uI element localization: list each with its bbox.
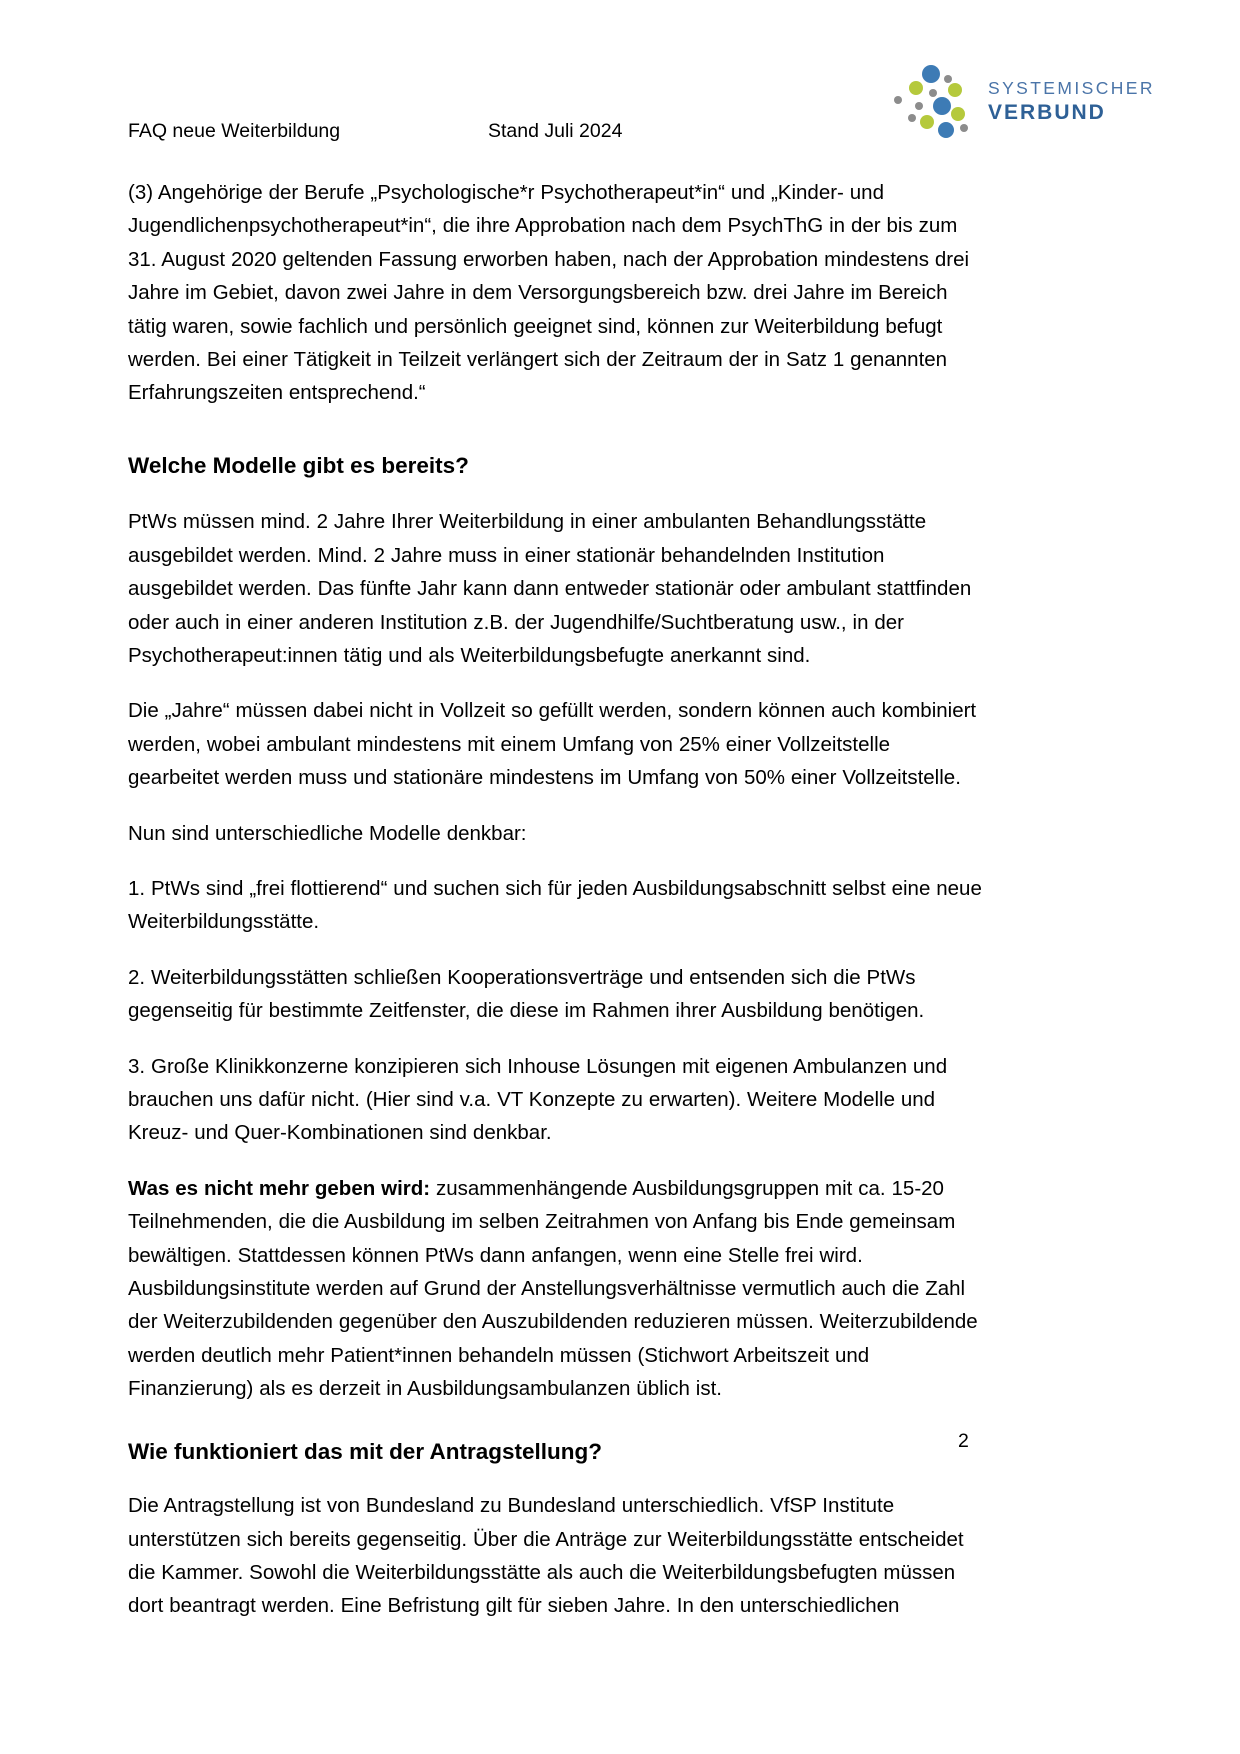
paragraph-model-3: 3. Große Klinikkonzerne konzipieren sich Inhouse Lösungen mit eigenen Ambulanzen und brauchen uns dafür nicht. (Hier sind v.a. VT Konzepte zu erwarten). Weitere Modelle und Kreuz- und Quer-Kombinationen sind denkbar.	[128, 1054, 948, 1145]
paragraph-what-ends-lead: Was es nicht mehr geben wird:	[128, 1176, 431, 1200]
header-date: Stand Juli 2024	[488, 120, 623, 142]
section-heading-models: Welche Modelle gibt es bereits?	[128, 452, 469, 478]
paragraph-model-2: 2. Weiterbildungsstätten schließen Kooperationsverträge und entsenden sich die PtWs gegenseitig für bestimmte Zeitfenster, die diese im Rahmen ihrer Ausbildung benötigen.	[128, 965, 925, 1023]
paragraph-models-intro: Nun sind unterschiedliche Modelle denkbar:	[128, 821, 527, 845]
paragraph-application-process: Die Antragstellung ist von Bundesland zu Bundesland unterschiedlich. VfSP Institute unterstützen sich bereits gegenseitig. Über die Anträge zur Weiterbildungsstätte entscheidet die Kammer. Sowohl die Weiterbildungsstätte als auch die Weiterbildungsbefugten müssen dort beantragt werden. Eine Befristung gilt für sieben Jahre. In den unterschiedlichen	[128, 1494, 964, 1618]
document-body	[128, 176, 986, 1645]
paragraph-training-locations: PtWs müssen mind. 2 Jahre Ihrer Weiterbildung in einer ambulanten Behandlungsstätte ausgebildet werden. Mind. 2 Jahre muss in einer stationär behandelnden Institution ausgebildet werden. Das fünfte Jahr kann dann entweder stationär oder ambulant stattfinden oder auch in einer anderen Institution z.B. der Jugendhilfe/Suchtberatung usw., in der Psychotherapeut:innen tätig und als Weiterbildungsbefugte anerkannt sind.	[128, 510, 972, 667]
paragraph-what-ends	[128, 1172, 986, 1406]
running-header	[128, 118, 988, 144]
paragraph-model-1: 1. PtWs sind „frei flottierend“ und suchen sich für jeden Ausbildungsabschnitt selbst eine neue Weiterbildungsstätte.	[128, 877, 982, 934]
logo-line-verbund: VERBUND	[988, 100, 1106, 124]
section-heading-application: Wie funktioniert das mit der Antragstellung?	[128, 1438, 602, 1464]
logo-wordmark	[988, 80, 1155, 123]
logo-line-systemischer: SYSTEMISCHER	[988, 78, 1155, 98]
paragraph-part-time-rules: Die „Jahre“ müssen dabei nicht in Vollzeit so gefüllt werden, sondern können auch kombiniert werden, wobei ambulant mindestens mit einem Umfang von 25% einer Vollzeitstelle gearbeitet werden muss und stationäre mindestens im Umfang von 50% einer Vollzeitstelle.	[128, 699, 977, 790]
paragraph-what-ends-rest: zusammenhängende Ausbildungsgruppen mit ca. 15-20 Teilnehmenden, die die Ausbildung im selben Zeitrahmen von Anfang bis Ende gemeinsam bewältigen. Stattdessen können PtWs dann anfangen, wenn eine Stelle frei wird. Ausbildungsinstitute werden auf Grund der Anstellungsverhältnisse vermutlich auch die Zahl der Weiterzubildenden gegenüber den Auszubildenden reduzieren müssen. Weiterzubildende werden deutlich mehr Patient*innen behandeln müssen (Stichwort Arbeitszeit und Finanzierung) als es derzeit in Ausbildungsambulanzen üblich ist.	[128, 1176, 978, 1401]
paragraph-legal-quote: (3) Angehörige der Berufe „Psychologische*r Psychotherapeut*in“ und „Kinder- und Jugendlichenpsychotherapeut*in“, die ihre Approbation nach dem PsychThG in der bis zum 31. August 2020 geltenden Fassung erworben haben, nach der Approbation mindestens drei Jahre im Gebiet, davon zwei Jahre in dem Versorgungsbereich bzw. drei Jahre im Bereich tätig waren, sowie fachlich und persönlich geeignet sind, können zur Weiterbildung befugt werden. Bei einer Tätigkeit in Teilzeit verlängert sich der Zeitraum der in Satz 1 genannten Erfahrungszeiten entsprechend.“	[128, 181, 970, 405]
header-title: FAQ neue Weiterbildung	[128, 120, 341, 142]
page-number: 2	[958, 1430, 969, 1452]
